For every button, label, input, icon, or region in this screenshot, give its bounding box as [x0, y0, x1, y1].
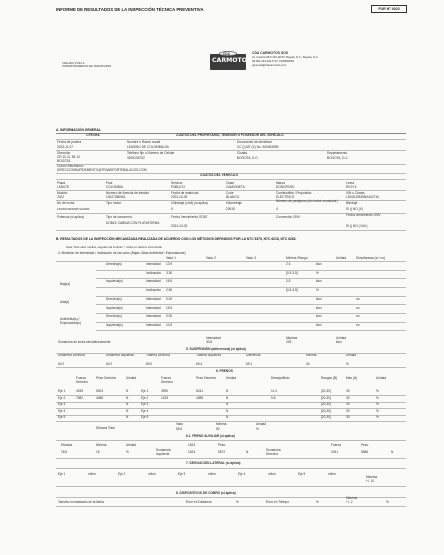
- luces-rango: 2.5: [286, 279, 291, 284]
- tax-dist-label: Error en Distancia: [186, 500, 212, 504]
- luces-valor: 3.30: [166, 270, 173, 275]
- placa-label: Placa: [57, 181, 65, 185]
- section-a-title: A. INFORMACIÓN GENERAL: [56, 128, 101, 132]
- dir: CR 10 CL 58 13: [57, 155, 80, 159]
- luces-tipo: Intensidad: [146, 279, 161, 284]
- susp-value-2: 69.0: [146, 362, 153, 366]
- susp-value-4: 69.1: [246, 362, 253, 366]
- freno-eje-der: Eje 3: [141, 402, 149, 406]
- aux-si: 1524: [188, 443, 196, 447]
- luces-unidad: klux: [316, 314, 322, 319]
- desv-unidad: m/km: [268, 472, 276, 476]
- luces-lado: Izquierda(s): [106, 279, 123, 284]
- section-b-title: B. RESULTADOS DE LA INSPECCIÓN MECANIZADA REALIZADA DE ACUERDO CON LOS MÉTODOS DEFINIDOS POR LA NTC 5375, NTC 6218, NTC 6282.: [56, 237, 297, 241]
- freno-unidad-izq: N: [126, 408, 129, 413]
- aux-u2: N: [391, 450, 394, 454]
- nombre: LEASING DE COLOMBIA SA: [127, 145, 169, 149]
- color: BLANCO: [226, 195, 240, 199]
- desv-max: +/- 10: [366, 479, 375, 483]
- sum-int: 30.8: [206, 340, 213, 344]
- pas: 4: [276, 207, 278, 211]
- luces-title: 4. Medición de Intensidad / Inclinación de las luces (Bajas, Altas Antiniebla / Exploradoras): [58, 251, 186, 255]
- ef-u: %: [256, 427, 259, 431]
- luces-unidad: %: [316, 270, 319, 275]
- susp-label-5: Mínima: [306, 353, 317, 357]
- blindaje: SI () NO (X): [346, 207, 363, 211]
- freno-fuerza-der: 1425: [161, 395, 169, 400]
- aux-u-label: Unidad: [126, 443, 137, 447]
- susp-label-6: Unidad: [346, 353, 357, 357]
- luces-unidad: %: [316, 288, 319, 293]
- cil-label: Cilindraje (cm3) (si aplica): [171, 201, 208, 205]
- ens: SI () NO ( N/A ): [346, 224, 368, 228]
- comb-label: Combustible / Propulsión: [276, 191, 312, 195]
- tax-max-label: Máxima: [346, 496, 358, 500]
- tipo-motor-label: Tipo motor: [106, 201, 122, 205]
- cda-email: gerencia@cdacarmotos.com: [252, 64, 287, 67]
- lic-label: Número de licencia de tránsito: [106, 191, 150, 195]
- servicio-label: Servicio: [171, 181, 183, 185]
- desv-unidad: m/km: [328, 472, 336, 476]
- frenos-col-2: Unidad: [126, 376, 137, 380]
- aux-p1: 5672: [218, 450, 226, 454]
- gnv2-label: Fecha vencimiento GNV: [346, 213, 381, 217]
- luces-col-3: Mínima /Rango: [286, 256, 308, 260]
- freno-eje-der: Eje 5: [141, 415, 149, 419]
- llanta-label: Tamaño normalizado de la llanta: [58, 500, 104, 504]
- vehicle-heading: 3.DATOS DEL VEHÍCULO: [200, 173, 239, 177]
- luces-rango: [0.5-3.5]: [286, 288, 298, 293]
- pas-label: Número de pasajeros (sin incluir conductor): [276, 199, 338, 203]
- freno-eje-der: Eje 4: [141, 408, 149, 413]
- freno-max: 30: [346, 415, 350, 419]
- marca-label: Marca: [276, 181, 285, 185]
- sum-u: klux: [336, 340, 342, 344]
- ef-total-label: Eficacia Total: [96, 426, 115, 430]
- frenos-col-6: Desequilibrio: [271, 376, 290, 380]
- luces-valor: 2.50: [166, 288, 173, 293]
- fecha-heading: 1.FECHA: [86, 133, 100, 137]
- luces-col-2: Valor 3: [246, 256, 256, 260]
- freno-fuerza-der: 3990: [161, 389, 169, 393]
- blindaje-label: Blindaje: [346, 201, 358, 205]
- freno-max: 30: [346, 389, 350, 393]
- modelo: 2022: [57, 195, 65, 199]
- aux-p2-label: Peso: [361, 443, 369, 447]
- linea-label: Línea: [346, 181, 354, 185]
- defect-note: Nota: Todo valor medido, seguido del símbolo *, indica un defecto encontrado: [66, 245, 163, 249]
- frenos-col-1: Peso Derecho: [96, 376, 117, 380]
- motor-label: No de motor: [57, 201, 75, 205]
- clase-label: Clase: [226, 181, 235, 185]
- soat-label: Fecha Vencimiento SOAT: [171, 215, 208, 219]
- freno-rango: [20,30]: [321, 415, 331, 419]
- freno-peso-izq: 4388: [96, 395, 104, 400]
- nombre-label: Nombre o Razón social: [127, 140, 161, 144]
- vin-label: VIN o Chasis: [346, 191, 365, 195]
- sum-label: Sumatoria de luces simultáneamente: [58, 340, 111, 344]
- freno-unidad-der: N: [226, 389, 229, 393]
- luces-simultaneas: no: [356, 314, 360, 319]
- cda-address: Av. Carrera 68 # 13A-90/70, Bogotá, D.C., Bogotá, D.C.: [252, 56, 319, 59]
- luces-col-5: Simultáneas (si / no): [356, 256, 386, 260]
- susp-label-1: Delantera Izquierda: [106, 353, 134, 357]
- luces-tipo: Intensidad: [146, 314, 161, 319]
- freno-peso-izq: 5004: [96, 389, 104, 393]
- freno-unidad-izq: N: [126, 415, 129, 419]
- freno-unidad-pct: %: [376, 389, 379, 393]
- freno-peso-der: 4388: [196, 395, 204, 400]
- fmat: 2023-10-05: [171, 195, 188, 199]
- aux-f: 2041: [331, 450, 339, 454]
- susp-value-1: 60.2: [106, 362, 113, 366]
- luces-unidad: klux: [316, 262, 322, 266]
- aux-u1: N: [246, 450, 249, 454]
- pot-label: Potencia (si aplica): [57, 215, 84, 219]
- desv-max-label: Máxima: [366, 475, 378, 479]
- luces-lado: Derecha(s): [106, 262, 122, 266]
- ef-u-label: Unidad: [256, 422, 267, 426]
- desv-unidad: m/km: [88, 472, 96, 476]
- lic: 10027380561: [106, 195, 126, 199]
- carroc: DOBLE CABINA CON PLATAFORMA: [106, 221, 160, 225]
- freno-eje-izq: Eje 2: [58, 395, 66, 400]
- aux-ef-label: Eficacia: [61, 443, 73, 447]
- report-title: INFORME DE RESULTADOS DE LA INSPECCIÓN TÉCNICA PREVENTIVA: [56, 7, 204, 12]
- desv-unidad: m/km: [148, 472, 156, 476]
- aux-ef: 18.5: [61, 450, 68, 454]
- freno-unidad-izq: N: [126, 395, 129, 400]
- susp-value-3: 69.4: [196, 362, 203, 366]
- pais: COLOMBIA: [106, 185, 123, 189]
- freno-eje-der: Eje 2: [141, 395, 149, 400]
- luces-col-4: Unidad: [336, 256, 347, 260]
- aux-p1-label: Peso: [218, 443, 226, 447]
- freno-eje-izq: Eje 4: [58, 408, 66, 413]
- ciudad: BOGOTA, D.C.: [237, 156, 259, 160]
- frenos-col-8: Máx (A): [346, 376, 358, 380]
- luces-rango: 2.5: [286, 262, 291, 266]
- luces-tipo: Intensidad: [146, 262, 161, 266]
- soat: 2024-10-03: [171, 224, 188, 228]
- freno-unidad-izq: N: [126, 402, 129, 406]
- aux-sd-label: Sumatoria Derecha: [266, 448, 281, 456]
- aux-p2: 9686: [361, 450, 369, 454]
- desv-eje: Eje 2: [118, 472, 126, 476]
- freno-fuerza-izq: 4035: [76, 389, 84, 393]
- frenos-col-0: Fuerza Derecho: [76, 376, 89, 384]
- sum-u-label: Unidad: [336, 336, 347, 340]
- luces-tipo: Intensidad: [146, 322, 161, 327]
- freno-unidad-pct: %: [376, 415, 379, 419]
- fur-number: FUR Nº 4023: [371, 5, 407, 13]
- marca: DONGFENG: [276, 185, 295, 189]
- freno-max: 30: [346, 395, 350, 400]
- luces-tipo: Intensidad: [146, 305, 161, 310]
- luces-tipo: Intensidad: [146, 296, 161, 301]
- bogota: BOGOTA: [57, 159, 71, 163]
- clase: CAMIONETA: [226, 185, 245, 189]
- luces-group: Antiniebla(s) / Exploradora(s): [60, 317, 81, 325]
- susp-label-3: Trasera Izquierda: [196, 353, 221, 357]
- luces-valor: 0.00: [166, 296, 173, 301]
- susp-value-0: 60.2: [58, 362, 65, 366]
- dir-label: Dirección: [57, 151, 71, 155]
- freno-eje-izq: Eje 3: [58, 402, 66, 406]
- luces-valor: 13.9: [166, 262, 173, 266]
- luces-group: Baja(s): [60, 282, 71, 287]
- depto-label: Departamento: [327, 151, 348, 155]
- freno-rango: [20,30]: [321, 395, 331, 400]
- susp-title: 5. SUSPENSIÓN (adherencia) (si aplica): [186, 347, 246, 351]
- frenos-title: 6. FRENOS: [216, 369, 233, 373]
- luces-simultaneas: no: [356, 322, 360, 327]
- desv-eje: Eje 5: [298, 472, 306, 476]
- depto: BOGOTA, D.C.: [327, 156, 349, 160]
- sum-max-label: Máxima: [286, 336, 298, 340]
- susp-value-5: 40: [306, 362, 310, 366]
- doc-label: Documento de identidad: [237, 140, 272, 144]
- tax-tiempo-label: Error en Tiempo: [266, 500, 289, 504]
- luces-unidad: klux: [316, 279, 322, 284]
- luces-rango: [0.5-3.5]: [286, 270, 298, 275]
- supervision-line1: VIGILADO POR LA: [62, 62, 85, 65]
- luces-tipo: Inclinación: [146, 270, 162, 275]
- tax-title: 8. DISPOSITIVOS DE COBRO (si aplica): [176, 491, 236, 495]
- luces-simultaneas: no: [356, 305, 360, 310]
- aux-si-label: Sumatoria Izquierda: [156, 448, 171, 456]
- desv-eje: Eje 3: [178, 472, 186, 476]
- frenos-col-7: Rangos (B): [321, 376, 338, 380]
- tax-u1: %: [236, 500, 239, 504]
- freno-eje-der: Eje 1: [141, 389, 149, 393]
- luces-valor: 16.9: [166, 279, 173, 284]
- km-label: Kilometraje: [226, 201, 242, 205]
- desv-eje: Eje 4: [238, 472, 246, 476]
- luces-unidad: klux: [316, 322, 322, 327]
- modelo-label: Modelo: [57, 191, 68, 195]
- gnv-label: Conversión GNV: [276, 215, 300, 219]
- desv-title: 7. DESVIACIÓN LATERAL (si aplica): [186, 461, 241, 465]
- owner-heading: 2.DATOS DEL PROPIETARIO, TENEDOR O POSEEDOR DEL VEHÍCULO: [176, 133, 284, 137]
- freno-max: 30: [346, 402, 350, 406]
- cda-logo-text: CARMOTOS: [212, 57, 252, 64]
- freno-max: 30: [346, 408, 350, 413]
- ef-min: 50: [216, 427, 220, 431]
- sum-int-label: Intensidad: [206, 336, 221, 340]
- ef-min-label: Mínima: [216, 422, 227, 426]
- luces-tipo: Inclinación: [146, 288, 162, 293]
- fecha-prueba-label: Fecha de prueba: [57, 140, 82, 144]
- vin: LDNZLEB35NA402716: [346, 195, 379, 199]
- luces-col-1: Valor 2: [206, 256, 216, 260]
- km: 23619: [226, 207, 235, 211]
- pais-label: País: [106, 181, 113, 185]
- freno-eje-izq: Eje 1: [58, 389, 66, 393]
- supervision-line2: SUPERINTENDENCIA DE TRANSPORTE: [62, 65, 112, 68]
- correo-label: Correo Electrónico: [57, 164, 84, 168]
- luces-valor: 0.00: [166, 314, 173, 319]
- carroc-label: Tipo de carrocería: [106, 215, 132, 219]
- luces-unidad: klux: [316, 305, 322, 310]
- luces-col-0: Valor 1: [166, 256, 176, 260]
- luces-lado: Izquierda(s): [106, 322, 123, 327]
- aux-min-label: Mínima: [96, 443, 107, 447]
- freno-eje-izq: Eje 5: [58, 415, 66, 419]
- aux-u: %: [126, 450, 129, 454]
- freno-unidad-pct: %: [376, 408, 379, 413]
- aux-f-label: Fuerza: [331, 443, 341, 447]
- aux-title: 6.1. FRENO AUXILIAR (si aplica): [186, 434, 235, 438]
- frenos-col-4: Peso Derecho: [196, 376, 217, 380]
- ciudad-label: Ciudad: [237, 151, 248, 155]
- freno-fuerza-izq: 7682: [76, 395, 84, 400]
- freno-unidad-der: N: [226, 395, 229, 400]
- cda-nit: Nit 901.443.349-6 Tel. 3129800284: [252, 60, 294, 63]
- cda-logo: [210, 52, 252, 70]
- susp-label-4: Diferencia: [246, 353, 261, 357]
- luces-lado: Derecha(s): [106, 314, 122, 319]
- fecha-prueba: 2023-11-07: [57, 145, 74, 149]
- luces-lado: Izquierda(s): [106, 305, 123, 310]
- correo: DIRECCIONRAPIDEMENTO@TRANSPORTEBALACOS.COM: [57, 168, 147, 172]
- placa: LKN078: [57, 185, 69, 189]
- cil: 0: [171, 207, 173, 211]
- frenos-col-9: Unidad: [376, 376, 387, 380]
- cda-logo-badge: CDA: [219, 51, 237, 56]
- fmat-label: Fecha de matrícula: [171, 191, 199, 195]
- freno-unidad-der: N: [226, 402, 229, 406]
- susp-label-2: Trasera Derecha: [146, 353, 170, 357]
- susp-label-0: Delantera Derecha: [58, 353, 85, 357]
- aux-min: 15: [96, 450, 100, 454]
- luces-lado: Derecha(s): [106, 296, 122, 301]
- susp-value-6: %: [346, 362, 349, 366]
- aux-si-val: 1524: [188, 450, 196, 454]
- frenos-col-5: Unidad: [226, 376, 237, 380]
- motor: TZ220XSFDM0271H2080: [57, 207, 90, 211]
- freno-unidad-pct: %: [376, 395, 379, 400]
- frenos-col-3: Fuerza Derecho: [161, 376, 174, 384]
- servicio: PÚBLICO: [171, 185, 185, 189]
- freno-unidad-izq: N: [126, 389, 129, 393]
- freno-unidad-der: N: [226, 408, 229, 413]
- tax-u2: %: [316, 500, 319, 504]
- comb: ELÉCTRICO: [276, 195, 295, 199]
- luces-valor: 10.5: [166, 322, 173, 327]
- freno-unidad-der: N: [226, 415, 229, 419]
- freno-peso-der: 5241: [196, 389, 204, 393]
- luces-valor: 16.9: [166, 305, 173, 310]
- tel-label: Teléfono fijo o Número de Celular: [127, 151, 175, 155]
- freno-rango: [20,30]: [321, 389, 331, 393]
- linea: RICH 5: [346, 185, 357, 189]
- sum-max: 225: [286, 340, 292, 344]
- cda-name: CDA CARMOTOS SOS: [252, 51, 288, 55]
- ef-val-label: Valor: [176, 422, 184, 426]
- doc: CC () NIT (X) No. 900063559: [237, 145, 279, 149]
- freno-unidad-pct: %: [376, 402, 379, 406]
- tax-max: +/- 2: [346, 500, 353, 504]
- freno-rango: [20,30]: [321, 408, 331, 413]
- freno-deseq: 11.4: [271, 389, 277, 393]
- freno-rango: [20,30]: [321, 402, 331, 406]
- desv-eje: Eje 1: [58, 472, 66, 476]
- desv-unidad: m/km: [208, 472, 216, 476]
- tax-u3: %: [386, 500, 389, 504]
- ef-val: 55.6: [176, 427, 183, 431]
- freno-deseq: 5.8: [271, 395, 276, 400]
- color-label: Color: [226, 191, 234, 195]
- tel: 3205135752: [127, 156, 145, 160]
- luces-group: Alta(s): [60, 299, 70, 304]
- luces-simultaneas: no: [356, 296, 360, 301]
- luces-unidad: klux: [316, 296, 322, 301]
